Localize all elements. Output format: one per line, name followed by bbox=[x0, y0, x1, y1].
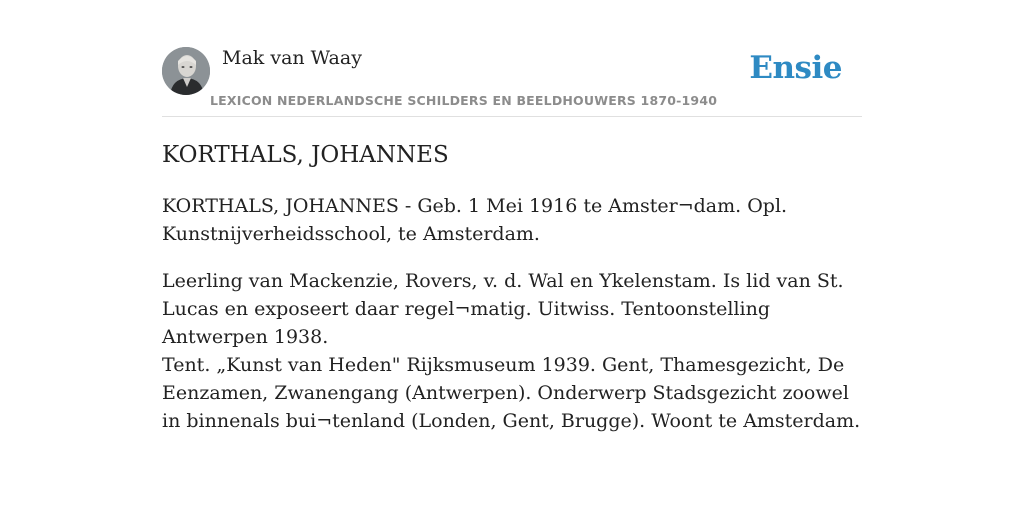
lexicon-title[interactable]: LEXICON NEDERLANDSCHE SCHILDERS EN BEELDHOUWERS 1870-1940 bbox=[210, 93, 718, 108]
article-paragraph-2: Leerling van Mackenzie, Rovers, v. d. Wal en Ykelenstam. Is lid van St. Lucas en exposeert daar regel¬matig. Uitwiss. Tentoonstelling Antwerpen 1938. bbox=[162, 270, 844, 348]
article-title: KORTHALS, JOHANNES bbox=[162, 142, 449, 168]
brand-logo[interactable]: Ensie bbox=[749, 50, 842, 86]
article-paragraph-1: KORTHALS, JOHANNES - Geb. 1 Mei 1916 te Amster¬dam. Opl. Kunstnijverheidsschool, te Amsterdam. bbox=[162, 195, 788, 245]
author-avatar[interactable] bbox=[162, 47, 210, 95]
author-name[interactable]: Mak van Waay bbox=[222, 47, 362, 69]
article-paragraph-3: Tent. „Kunst van Heden" Rijksmuseum 1939. Gent, Thamesgezicht, De Eenzamen, Zwanengang (Antwerpen). Onderwerp Stadsgezicht zoowel in binnenals bui¬tenland (Londen, Gent, Brugge). Woont te Amsterdam. bbox=[162, 354, 861, 432]
header bbox=[162, 46, 862, 117]
portrait-image bbox=[162, 47, 210, 95]
